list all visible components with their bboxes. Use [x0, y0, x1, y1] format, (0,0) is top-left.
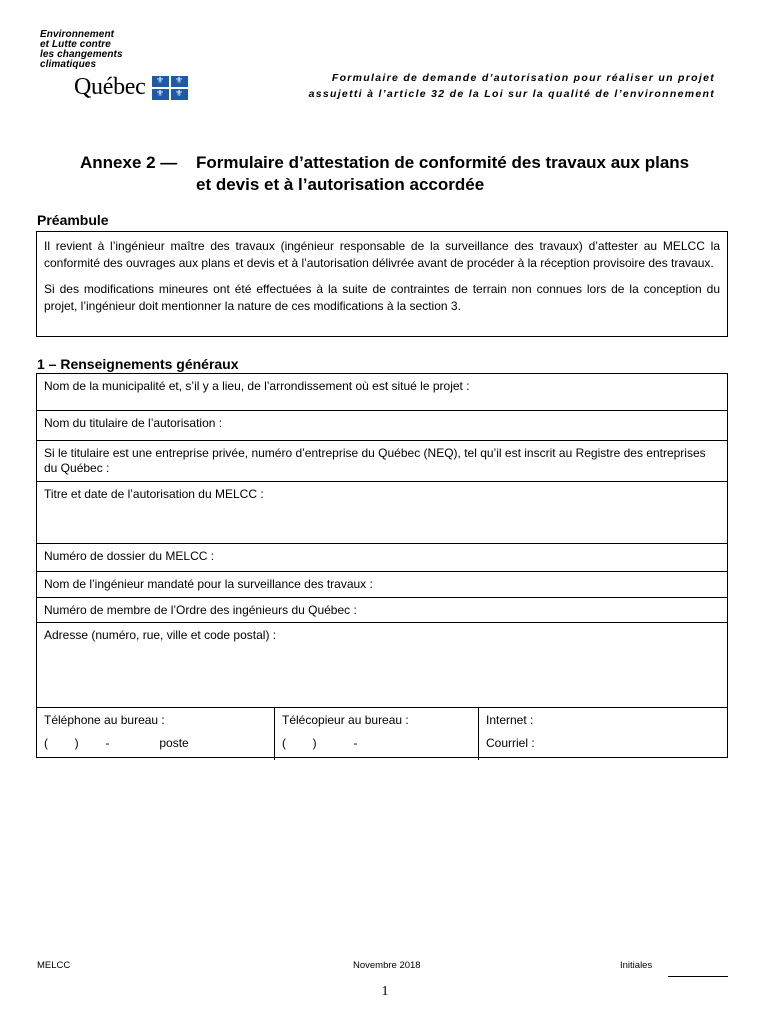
internet-label: Internet : — [486, 713, 534, 727]
holder-name-field[interactable] — [37, 411, 727, 441]
quebec-wordmark: Québec — [74, 74, 146, 100]
office-phone-label: Téléphone au bureau : — [44, 713, 165, 727]
holder-name-label: Nom du titulaire de l’autorisation : — [44, 416, 223, 430]
office-phone-format: ( ) - poste — [44, 736, 189, 750]
page-number: 1 — [381, 984, 389, 999]
ministry-line-4: climatiques — [40, 59, 97, 70]
section-1-heading: 1 – Renseignements généraux — [37, 356, 239, 372]
fleur-de-lis-icon: ⚜ — [152, 76, 169, 87]
neq-label: Si le titulaire est une entreprise privée, numéro d’entreprise du Québec (NEQ), tel qu’il est inscrit au Registre des entreprises du Québec : — [44, 446, 706, 475]
preamble-heading: Préambule — [37, 212, 109, 228]
internet-email-field[interactable] — [479, 708, 727, 760]
office-fax-field[interactable] — [275, 708, 479, 760]
municipality-label: Nom de la municipalité et, s’il y a lieu, de l’arrondissement où est situé le projet : — [44, 379, 470, 393]
file-number-field[interactable] — [37, 544, 727, 572]
form-header-line-2: assujetti à l’article 32 de la Loi sur la qualité de l’environnement — [308, 88, 715, 100]
initials-line[interactable] — [668, 976, 728, 977]
form-header-line-1: Formulaire de demande d’autorisation pour réaliser un projet — [331, 72, 715, 84]
contact-row — [37, 708, 727, 760]
engineer-name-field[interactable] — [37, 572, 727, 598]
quebec-logo — [40, 29, 184, 100]
annex-title-text: Formulaire d’attestation de conformité des travaux aux plans et devis et à l’autorisation accordée — [196, 153, 690, 194]
email-label: Courriel : — [486, 736, 535, 750]
quebec-flag-icon — [152, 76, 188, 100]
office-fax-label: Télécopieur au bureau : — [282, 713, 409, 727]
authorization-title-label: Titre et date de l’autorisation du MELCC : — [44, 487, 264, 501]
address-label: Adresse (numéro, rue, ville et code postal) : — [44, 628, 277, 642]
file-number-label: Numéro de dossier du MELCC : — [44, 549, 215, 563]
office-phone-field[interactable] — [37, 708, 275, 760]
footer-initials-label: Initiales — [620, 960, 653, 971]
preamble-paragraph-1: Il revient à l’ingénieur maître des travaux (ingénieur responsable de la surveillance des travaux) d’attester au MELCC la conformité des ouvrages aux plans et devis et à l’autorisation délivrée avant de procéder à la réception provisoire des travaux. — [44, 239, 720, 270]
general-info-form — [36, 373, 728, 758]
ministry-line-2: et Lutte contre — [40, 39, 111, 50]
footer-date: Novembre 2018 — [353, 960, 421, 971]
fleur-de-lis-icon: ⚜ — [152, 89, 169, 100]
annex-number: Annexe 2 — — [80, 153, 178, 172]
municipality-field[interactable] — [37, 374, 727, 411]
preamble-box — [36, 231, 728, 337]
quebec-brand — [74, 74, 188, 100]
authorization-title-field[interactable] — [37, 482, 727, 544]
office-fax-format: ( ) - — [282, 736, 358, 750]
page-title — [80, 152, 700, 196]
ministry-line-1: Environnement — [40, 29, 115, 40]
fleur-de-lis-icon: ⚜ — [171, 89, 188, 100]
footer-left: MELCC — [37, 960, 71, 971]
fleur-de-lis-icon: ⚜ — [171, 76, 188, 87]
oiq-member-field[interactable] — [37, 598, 727, 623]
form-header — [309, 70, 715, 102]
neq-field[interactable] — [37, 441, 727, 482]
ministry-line-3: les changements — [40, 49, 123, 60]
ministry-name — [40, 30, 123, 70]
engineer-name-label: Nom de l’ingénieur mandaté pour la surveillance des travaux : — [44, 577, 373, 591]
oiq-member-label: Numéro de membre de l’Ordre des ingénieurs du Québec : — [44, 603, 357, 617]
preamble-paragraph-2: Si des modifications mineures ont été effectuées à la suite de contraintes de terrain non connues lors de la conception du projet, l’ingénieur doit mentionner la nature de ces modifications à la section 3. — [44, 282, 720, 313]
address-field[interactable] — [37, 623, 727, 708]
